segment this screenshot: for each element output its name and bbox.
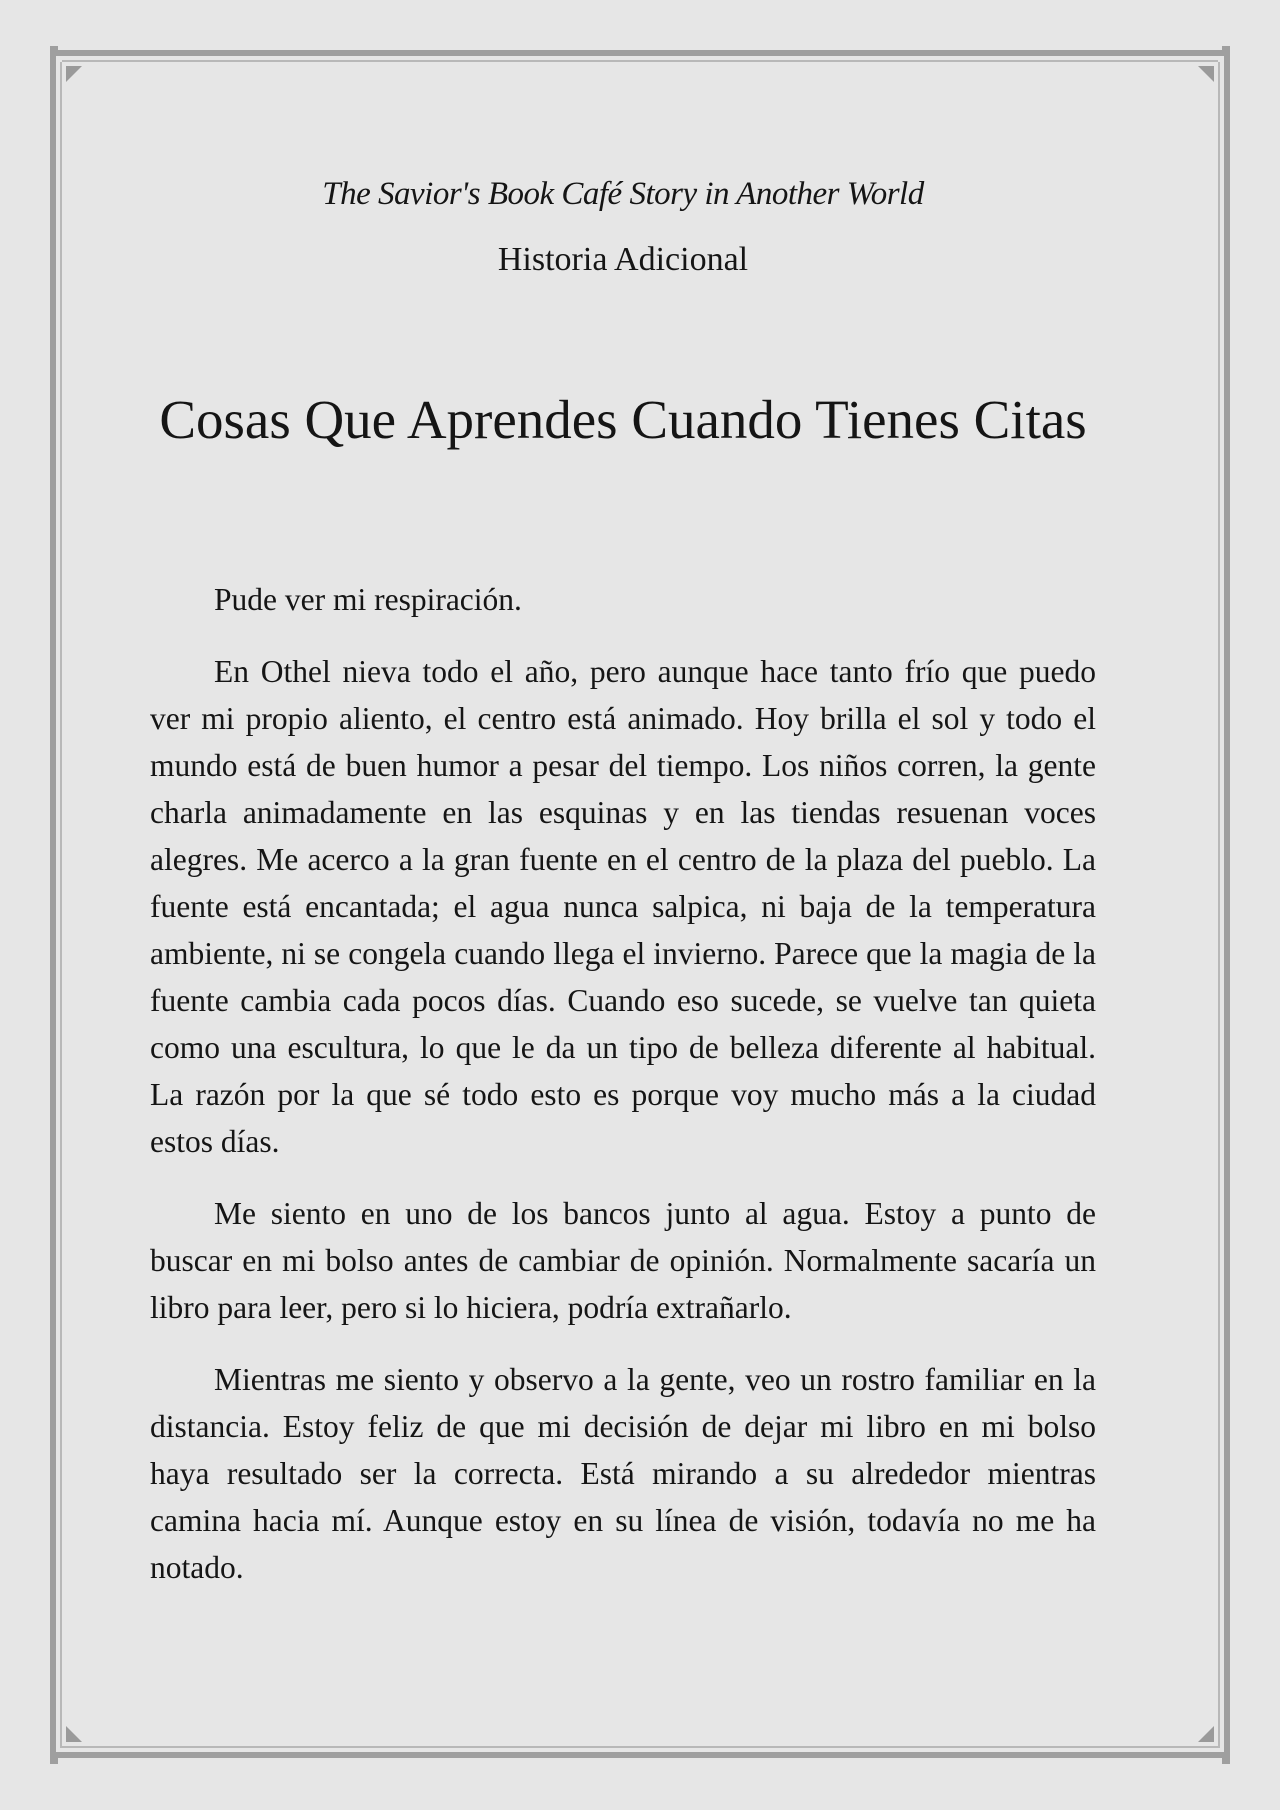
frame-inner-bottom <box>62 1746 1218 1748</box>
section-subtitle: Historia Adicional <box>497 241 749 278</box>
paragraph: Me siento en uno de los bancos junto al agua. Estoy a punto de buscar en mi bolso antes de cambiar de opinión. Normalmente sacaría un libro para leer, pero si lo hiciera, podría extrañarlo. <box>150 1196 1096 1325</box>
frame-knob-bottom-right <box>1222 1756 1230 1764</box>
corner-ornament-bottom-left <box>66 1726 82 1742</box>
frame-inner-left <box>60 62 62 1748</box>
paragraph: Mientras me siento y observo a la gente, veo un rostro familiar en la distancia. Estoy feliz de que mi decisión de dejar mi libro en mi bolso haya resultado ser la correcta. Está mirando a su alrededor mientras camina hacia mí. Aunque estoy en su línea de visión, todavía no me ha notado. <box>150 1362 1096 1585</box>
corner-ornament-top-right <box>1198 66 1214 82</box>
corner-ornament-top-left <box>66 66 82 82</box>
frame-border-top <box>50 50 1230 56</box>
page-content <box>150 170 1096 1616</box>
frame-inner-right <box>1218 62 1220 1748</box>
book-title: The Savior's Book Café Story in Another World <box>322 176 924 212</box>
frame-knob-top-right <box>1222 46 1230 54</box>
frame-knob-bottom-left <box>50 1756 58 1764</box>
chapter-title: Cosas Que Aprendes Cuando Tienes Citas <box>159 389 1087 450</box>
frame-border-left <box>50 50 56 1758</box>
frame-border-bottom <box>50 1752 1230 1758</box>
frame-knob-top-left <box>50 46 58 54</box>
frame-inner-top <box>62 60 1218 62</box>
chapter-body <box>150 576 1096 1591</box>
corner-ornament-bottom-right <box>1198 1726 1214 1742</box>
frame-border-right <box>1224 50 1230 1758</box>
paragraph: Pude ver mi respiración. <box>214 582 522 617</box>
paragraph: En Othel nieva todo el año, pero aunque hace tanto frío que puedo ver mi propio aliento, el centro está animado. Hoy brilla el sol y todo el mundo está de buen humor a pesar del tiempo. Los niños corren, la gente charla animadamente en las esquinas y en las tiendas resuenan voces alegres. Me acerco a la gran fuente en el centro de la plaza del pueblo. La fuente está encantada; el agua nunca salpica, ni baja de la temperatura ambiente, ni se congela cuando llega el invierno. Parece que la magia de la fuente cambia cada pocos días. Cuando eso sucede, se vuelve tan quieta como una escultura, lo que le da un tipo de belleza diferente al habitual. La razón por la que sé todo esto es porque voy mucho más a la ciudad estos días. <box>150 654 1096 1159</box>
